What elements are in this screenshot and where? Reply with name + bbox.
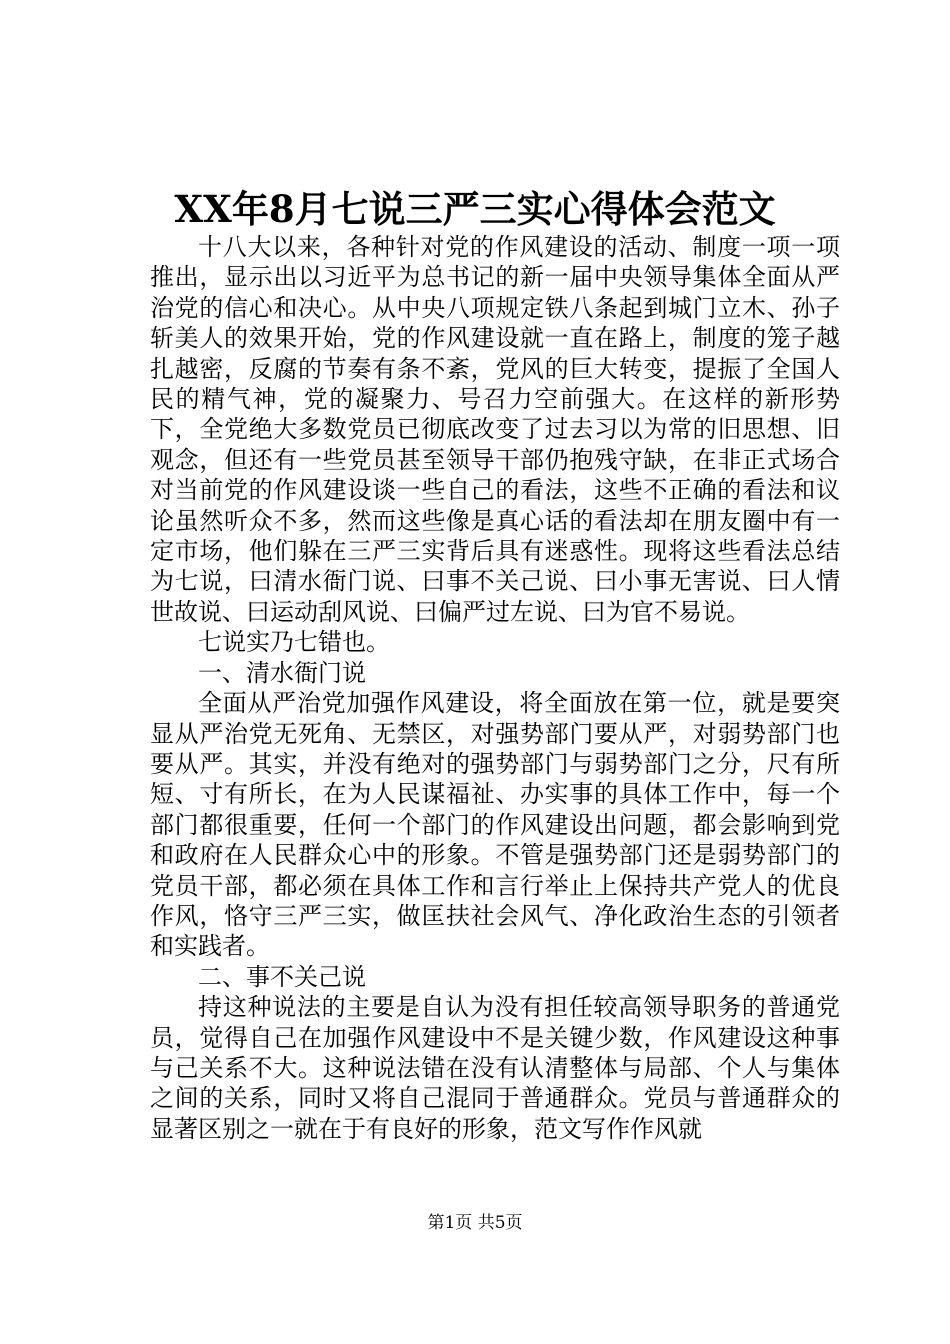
page-number-footer: 第1页 共5页 bbox=[427, 1213, 523, 1233]
paragraph-section-2: 持这种说法的主要是自认为没有担任较高领导职务的普通党员，觉得自己在加强作风建设中不是关键少数，作风建设这种事与己关系不大。这种说法错在没有认清整体与局部、个人与集体之间的关系，同时又将自己混同于普通群众。党员与普通群众的显著区别之一就在于有良好的形象，范文写作作风就 bbox=[150, 993, 840, 1143]
document-body bbox=[150, 232, 840, 1144]
paragraph-section-1: 全面从严治党加强作风建设，将全面放在第一位，就是要突显从严治党无死角、无禁区，对强势部门要从严，对弱势部门也要从严。其实，并没有绝对的强势部门与弱势部门之分，尺有所短、寸有所长，在为人民谋福祉、办实事的具体工作中，每一个部门都很重要，任何一个部门的作风建设出问题，都会影响到党和政府在人民群众心中的形象。不管是强势部门还是弱势部门的党员干部，都必须在具体工作和言行举止上保持共产党人的优良作风，恪守三严三实，做匡扶社会风气、净化政治生态的引领者和实践者。 bbox=[150, 689, 840, 961]
section-heading-2: 二、事不关己说 bbox=[198, 962, 366, 991]
paragraph-summary: 七说实乃七错也。 bbox=[198, 628, 390, 657]
paragraph-intro: 十八大以来，各种针对党的作风建设的活动、制度一项一项推出，显示出以习近平为总书记的新一届中央领导集体全面从严治党的信心和决心。从中央八项规定铁八条起到城门立木、孙子斩美人的效果开始，党的作风建设就一直在路上，制度的笼子越扎越密，反腐的节奏有条不紊，党风的巨大转变，提振了全国人民的精气神，党的凝聚力、号召力空前强大。在这样的新形势下，全党绝大多数党员已彻底改变了过去习以为常的旧思想、旧观念，但还有一些党员甚至领导干部仍抱残守缺，在非正式场合对当前党的作风建设谈一些自己的看法，这些不正确的看法和议论虽然听众不多，然而这些像是真心话的看法却在朋友圈中有一定市场，他们躲在三严三实背后具有迷惑性。现将这些看法总结为七说，曰清水衙门说、曰事不关己说、曰小事无害说、曰人情世故说、曰运动刮风说、曰偏严过左说、曰为官不易说。 bbox=[150, 233, 840, 626]
document-title: XX年8月七说三严三实心得体会范文 bbox=[174, 187, 776, 231]
section-heading-1: 一、清水衙门说 bbox=[198, 658, 366, 687]
